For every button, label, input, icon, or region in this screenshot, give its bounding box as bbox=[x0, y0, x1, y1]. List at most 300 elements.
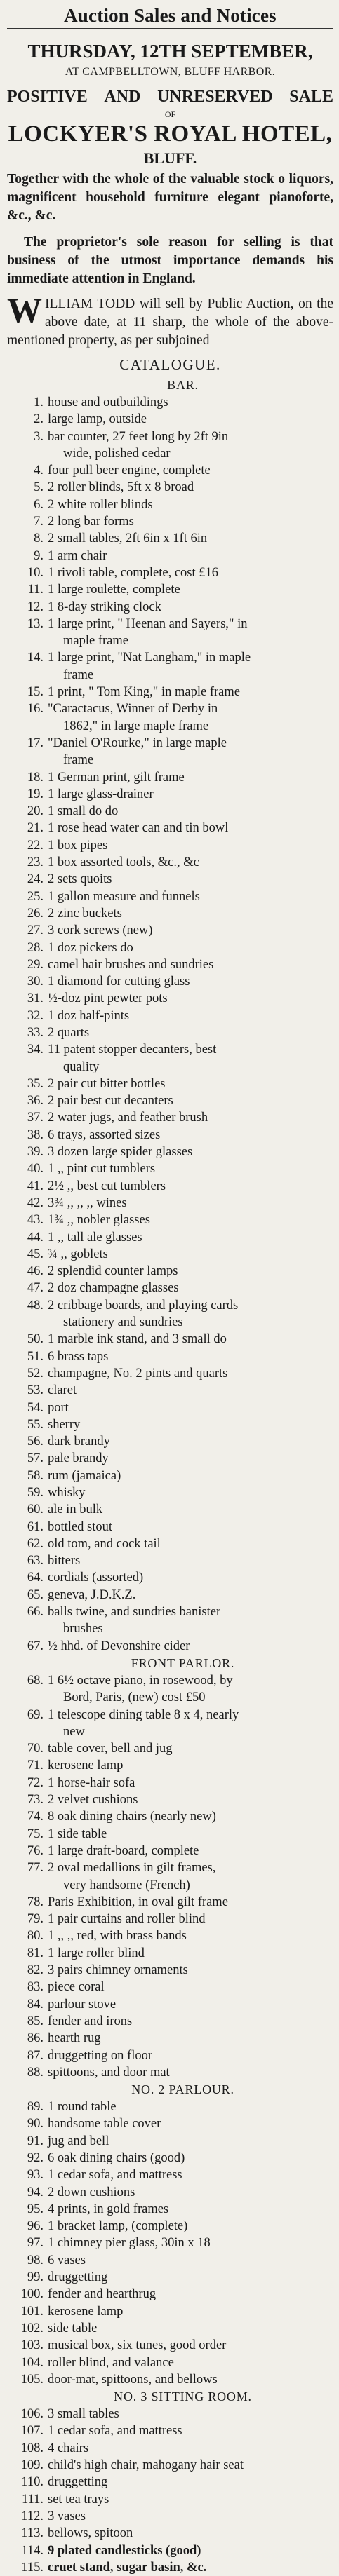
lot-text-continued: frame bbox=[63, 667, 94, 682]
lot-number: 52. bbox=[27, 1366, 44, 1381]
list-item bbox=[7, 820, 333, 836]
list-item bbox=[7, 1826, 333, 1843]
lot-number: 20. bbox=[27, 804, 44, 819]
lot-description bbox=[48, 1945, 333, 1962]
lot-description bbox=[48, 1536, 333, 1552]
lot-number: 36. bbox=[27, 1094, 44, 1109]
lot-description bbox=[48, 769, 333, 786]
lot-number: 9. bbox=[34, 548, 44, 563]
lot-number: 105. bbox=[20, 2372, 44, 2387]
lot-number: 81. bbox=[27, 1946, 44, 1960]
lot-number: 79. bbox=[27, 1912, 44, 1927]
lot-number: 41. bbox=[27, 1179, 44, 1193]
lot-description bbox=[48, 1331, 333, 1348]
lot-description bbox=[48, 1843, 333, 1859]
lot-description bbox=[48, 1109, 333, 1126]
lot-description bbox=[48, 462, 333, 479]
lot-description bbox=[48, 871, 333, 888]
list-item bbox=[7, 2150, 333, 2167]
list-item bbox=[7, 1144, 333, 1160]
lot-number: 99. bbox=[27, 2270, 44, 2285]
lot-description bbox=[48, 2150, 333, 2167]
lot-description bbox=[48, 1195, 333, 1212]
lot-text: bitters bbox=[48, 1554, 81, 1568]
list-item bbox=[7, 1416, 333, 1433]
lot-number: 88. bbox=[27, 2065, 44, 2080]
lot-description bbox=[48, 479, 333, 496]
sale-date: THURSDAY, 12TH SEPTEMBER, bbox=[27, 41, 313, 62]
list-item bbox=[7, 394, 333, 411]
lot-number: 113. bbox=[21, 2526, 44, 2541]
list-item bbox=[7, 956, 333, 973]
lot-number: 51. bbox=[27, 1349, 44, 1364]
lot-description bbox=[48, 837, 333, 854]
lot-description bbox=[48, 2201, 333, 2218]
lot-description bbox=[48, 2047, 333, 2064]
lot-number: 73. bbox=[27, 1793, 44, 1808]
lot-text: 1 pair curtains and roller blind bbox=[48, 1912, 206, 1927]
lot-text: 2 doz champagne glasses bbox=[48, 1281, 179, 1296]
list-item bbox=[7, 2491, 333, 2508]
lot-description bbox=[48, 1757, 333, 1774]
lot-number: 2. bbox=[34, 412, 44, 427]
lot-number: 115. bbox=[21, 2560, 44, 2575]
sale-type-line bbox=[7, 85, 333, 109]
lot-description bbox=[48, 1569, 333, 1586]
lot-text: balls twine, and sundries banister bbox=[48, 1605, 221, 1620]
lot-text: 1 ,, pint cut tumblers bbox=[48, 1162, 156, 1177]
lot-description bbox=[48, 2013, 333, 2030]
list-item bbox=[7, 735, 333, 769]
lot-description bbox=[48, 1178, 333, 1195]
lot-description bbox=[48, 2371, 333, 2388]
lot-text: table cover, bell and jug bbox=[48, 1742, 173, 1756]
sale-type-word: AND bbox=[104, 88, 141, 106]
list-item bbox=[7, 2337, 333, 2354]
list-item bbox=[7, 990, 333, 1007]
lot-number: 13. bbox=[27, 616, 44, 631]
lot-number: 72. bbox=[27, 1775, 44, 1790]
lot-description bbox=[48, 700, 333, 735]
list-item bbox=[7, 871, 333, 888]
lot-number: 56. bbox=[27, 1435, 44, 1449]
lot-text: 6 oak dining chairs (good) bbox=[48, 2150, 185, 2165]
lot-text: 1 chimney pier glass, 30in x 18 bbox=[48, 2236, 211, 2251]
list-item bbox=[7, 2030, 333, 2047]
lot-description bbox=[48, 394, 333, 411]
lot-text: 1 large roulette, complete bbox=[48, 583, 180, 597]
list-item bbox=[7, 2457, 333, 2474]
lot-text: 3 small tables bbox=[48, 2407, 119, 2422]
drop-cap: W bbox=[7, 290, 42, 330]
lot-text: old tom, and cock tail bbox=[48, 1536, 161, 1551]
catalogue-section-heading: BAR. bbox=[167, 378, 199, 392]
lot-description bbox=[48, 411, 333, 428]
lot-description bbox=[48, 990, 333, 1007]
lot-text: side table bbox=[48, 2321, 98, 2336]
lot-number: 23. bbox=[27, 855, 44, 870]
lot-description bbox=[48, 1041, 333, 1076]
lot-description bbox=[48, 1808, 333, 1825]
lot-description bbox=[48, 2252, 333, 2269]
lot-text-continued: quality bbox=[63, 1059, 100, 1074]
lot-description bbox=[48, 2542, 333, 2559]
lot-text: whisky bbox=[48, 1486, 86, 1500]
lot-number: 74. bbox=[27, 1810, 44, 1824]
lot-description bbox=[48, 1484, 333, 1501]
lot-description bbox=[48, 2286, 333, 2303]
list-item bbox=[7, 1365, 333, 1382]
lot-description bbox=[48, 1008, 333, 1024]
lot-text: 2 splendid counter lamps bbox=[48, 1264, 178, 1279]
list-item bbox=[7, 2064, 333, 2081]
list-item bbox=[7, 1638, 333, 1655]
lot-description bbox=[48, 2508, 333, 2525]
lot-text: 6 brass taps bbox=[48, 1349, 109, 1364]
lot-description bbox=[48, 2354, 333, 2371]
lot-description bbox=[48, 2184, 333, 2201]
lot-number: 4. bbox=[34, 463, 44, 478]
lot-description bbox=[48, 1519, 333, 1536]
lot-text: kerosene lamp bbox=[48, 2304, 124, 2319]
list-item bbox=[7, 1467, 333, 1484]
catalogue-list bbox=[7, 377, 333, 2576]
lot-description bbox=[48, 1246, 333, 1263]
list-item bbox=[7, 1229, 333, 1246]
lot-text: roller blind, and valance bbox=[48, 2355, 174, 2370]
lot-description bbox=[48, 2406, 333, 2422]
lot-description bbox=[48, 1399, 333, 1416]
lot-number: 25. bbox=[27, 889, 44, 904]
lot-number: 97. bbox=[27, 2236, 44, 2251]
list-item bbox=[7, 1382, 333, 1399]
catalogue-section-heading: FRONT PARLOR. bbox=[131, 1655, 235, 1670]
lot-description bbox=[48, 1740, 333, 1757]
lot-text: 1 horse-hair sofa bbox=[48, 1775, 135, 1790]
lot-number: 77. bbox=[27, 1861, 44, 1876]
lot-description bbox=[48, 2235, 333, 2251]
list-item bbox=[7, 2013, 333, 2030]
lot-description bbox=[48, 2167, 333, 2183]
sale-type-word: UNRESERVED bbox=[157, 88, 273, 106]
lot-description bbox=[48, 2491, 333, 2508]
lot-number: 112. bbox=[21, 2509, 44, 2523]
lot-text-continued: new bbox=[63, 1724, 85, 1739]
lot-number: 1. bbox=[34, 395, 44, 409]
lot-text-continued: brushes bbox=[63, 1622, 103, 1636]
lot-description bbox=[48, 1996, 333, 2013]
lot-number: 35. bbox=[27, 1076, 44, 1091]
lot-text: "Daniel O'Rourke," in large maple bbox=[48, 735, 227, 750]
list-item bbox=[7, 1672, 333, 1707]
lot-text: 1 6½ octave piano, in rosewood, by bbox=[48, 1673, 233, 1688]
lot-description bbox=[48, 803, 333, 820]
list-item bbox=[7, 1024, 333, 1041]
lot-text: 4 chairs bbox=[48, 2441, 89, 2455]
lot-number: 8. bbox=[34, 531, 44, 546]
catalogue-title: CATALOGUE. bbox=[119, 356, 221, 373]
lot-text-continued: 1862," in large maple frame bbox=[63, 719, 209, 733]
list-item bbox=[7, 973, 333, 990]
lot-number: 10. bbox=[27, 565, 44, 580]
lot-number: 34. bbox=[27, 1043, 44, 1057]
list-item bbox=[7, 1519, 333, 1536]
list-item bbox=[7, 905, 333, 922]
list-item bbox=[7, 803, 333, 820]
hotel-name: LOCKYER'S ROYAL HOTEL, bbox=[8, 121, 333, 147]
sale-type-word: SALE bbox=[289, 88, 333, 106]
lot-text: 1 box pipes bbox=[48, 838, 108, 853]
lot-text: dark brandy bbox=[48, 1435, 110, 1449]
stock-paragraph: Together with the whole of the valuable stock o liquors, magnificent household furniture elegant pianoforte, &c., &c. bbox=[7, 172, 333, 223]
lot-number: 94. bbox=[27, 2185, 44, 2199]
lot-description bbox=[48, 1979, 333, 1995]
list-item bbox=[7, 1707, 333, 1741]
lot-text: 2 zinc buckets bbox=[48, 906, 122, 921]
lot-text: house and outbuildings bbox=[48, 395, 168, 409]
auction-text: ILLIAM TODD will sell by Public Auction, on the above date, at 11 sharp, the whole of the above-mentioned property, as per subjoined bbox=[7, 297, 333, 348]
list-item bbox=[7, 1297, 333, 1331]
lot-description bbox=[48, 1826, 333, 1843]
lot-number: 89. bbox=[27, 2100, 44, 2115]
lot-number: 5. bbox=[34, 480, 44, 495]
lot-description bbox=[48, 1263, 333, 1280]
lot-text: 1 side table bbox=[48, 1826, 107, 1841]
lot-number: 69. bbox=[27, 1707, 44, 1722]
lot-text: 11 patent stopper decanters, best bbox=[48, 1043, 217, 1057]
lot-description bbox=[48, 956, 333, 973]
list-item bbox=[7, 2269, 333, 2286]
lot-text: handsome table cover bbox=[48, 2117, 161, 2131]
list-item bbox=[7, 2235, 333, 2251]
lot-text: large lamp, outside bbox=[48, 412, 147, 427]
lot-text-continued: very handsome (French) bbox=[63, 1878, 190, 1892]
lot-number: 55. bbox=[27, 1417, 44, 1432]
lot-text: 2 pair cut bitter bottles bbox=[48, 1076, 166, 1091]
lot-text: bellows, spitoon bbox=[48, 2526, 133, 2541]
hotel-place: BLUFF. bbox=[143, 149, 197, 167]
list-item bbox=[7, 1399, 333, 1416]
lot-description bbox=[48, 1911, 333, 1927]
list-item bbox=[7, 1331, 333, 1348]
lot-text: 1 large roller blind bbox=[48, 1946, 145, 1960]
lot-number: 82. bbox=[27, 1963, 44, 1978]
list-item bbox=[7, 2115, 333, 2132]
lot-description bbox=[48, 1859, 333, 1894]
lot-number: 60. bbox=[27, 1503, 44, 1517]
lot-number: 85. bbox=[27, 2014, 44, 2028]
lot-text: 1 marble ink stand, and 3 small do bbox=[48, 1332, 227, 1347]
lot-text: 2 cribbage boards, and playing cards bbox=[48, 1298, 239, 1313]
lot-text: ale in bulk bbox=[48, 1503, 103, 1517]
lot-description bbox=[48, 428, 333, 463]
list-item bbox=[7, 513, 333, 530]
lot-text: 1 doz half-pints bbox=[48, 1008, 130, 1023]
lot-text-continued: wide, polished cedar bbox=[63, 446, 171, 461]
list-item bbox=[7, 837, 333, 854]
lot-number: 28. bbox=[27, 940, 44, 955]
lot-number: 30. bbox=[27, 975, 44, 989]
lot-description bbox=[48, 513, 333, 530]
lot-text: "Caractacus, Winner of Derby in bbox=[48, 702, 218, 717]
lot-text: geneva, J.D.K.Z. bbox=[48, 1587, 136, 1602]
lot-number: 18. bbox=[27, 770, 44, 785]
lot-description bbox=[48, 1280, 333, 1296]
list-item bbox=[7, 700, 333, 735]
lot-number: 11. bbox=[27, 583, 44, 597]
lot-number: 70. bbox=[27, 1742, 44, 1756]
lot-number: 91. bbox=[27, 2134, 44, 2148]
lot-text: bar counter, 27 feet long by 2ft 9in bbox=[48, 429, 229, 444]
lot-number: 48. bbox=[27, 1298, 44, 1313]
lot-description bbox=[48, 564, 333, 581]
list-item bbox=[7, 1808, 333, 1825]
lot-description bbox=[48, 973, 333, 990]
reason-paragraph: The proprietor's sole reason for selling is that business of the utmost importance demands his immediate attention in England. bbox=[7, 235, 333, 286]
list-item bbox=[7, 548, 333, 564]
lot-description bbox=[48, 1092, 333, 1109]
lot-text-continued: stationery and sundries bbox=[63, 1315, 183, 1330]
lot-number: 44. bbox=[27, 1230, 44, 1245]
list-item bbox=[7, 2303, 333, 2320]
list-item bbox=[7, 1212, 333, 1228]
lot-description bbox=[48, 735, 333, 769]
lot-text-continued: maple frame bbox=[63, 634, 128, 649]
lot-text: claret bbox=[48, 1383, 77, 1398]
list-item bbox=[7, 1927, 333, 1944]
lot-text: 1 large glass-drainer bbox=[48, 787, 154, 801]
lot-text: spittoons, and door mat bbox=[48, 2065, 170, 2080]
lot-description bbox=[48, 2115, 333, 2132]
sale-type-word: POSITIVE bbox=[7, 88, 88, 106]
list-item bbox=[7, 1859, 333, 1894]
lot-text: druggetting bbox=[48, 2475, 108, 2490]
list-item bbox=[7, 2440, 333, 2457]
lot-text: kerosene lamp bbox=[48, 1758, 124, 1773]
lot-number: 62. bbox=[27, 1536, 44, 1551]
list-item bbox=[7, 2252, 333, 2269]
lot-text: 1¾ ,, nobler glasses bbox=[48, 1213, 150, 1228]
lot-description bbox=[48, 2099, 333, 2115]
of-label: OF bbox=[164, 109, 176, 119]
list-item bbox=[7, 1740, 333, 1757]
list-item bbox=[7, 1092, 333, 1109]
list-item bbox=[7, 1604, 333, 1638]
catalogue-section-heading: NO. 3 SITTING ROOM. bbox=[114, 2389, 252, 2404]
list-item bbox=[7, 786, 333, 803]
lot-number: 33. bbox=[27, 1025, 44, 1040]
lot-text: 1 cedar sofa, and mattress bbox=[48, 2424, 182, 2439]
list-item bbox=[7, 2542, 333, 2559]
lot-number: 64. bbox=[27, 1571, 44, 1585]
lot-text-continued: Bord, Paris, (new) cost £50 bbox=[63, 1690, 206, 1705]
list-item bbox=[7, 1501, 333, 1518]
lot-description bbox=[48, 599, 333, 616]
list-item bbox=[7, 2406, 333, 2422]
lot-number: 71. bbox=[27, 1758, 44, 1773]
lot-description bbox=[48, 1467, 333, 1484]
lot-description bbox=[48, 786, 333, 803]
list-item bbox=[7, 1911, 333, 1927]
lot-text: ½ hhd. of Devonshire cider bbox=[48, 1639, 190, 1653]
lot-description bbox=[48, 496, 333, 513]
lot-description bbox=[48, 1076, 333, 1092]
list-item bbox=[7, 496, 333, 513]
lot-number: 106. bbox=[20, 2407, 44, 2422]
lot-text: hearth rug bbox=[48, 2031, 101, 2046]
lot-text: 2 small tables, 2ft 6in x 1ft 6in bbox=[48, 531, 208, 546]
lot-number: 53. bbox=[27, 1383, 44, 1398]
lot-number: 86. bbox=[27, 2031, 44, 2046]
lot-number: 67. bbox=[27, 1639, 44, 1653]
list-item bbox=[7, 2047, 333, 2064]
lot-text: 1 diamond for cutting glass bbox=[48, 975, 190, 989]
lot-number: 3. bbox=[34, 429, 44, 444]
lot-text: 2 pair best cut decanters bbox=[48, 1094, 173, 1109]
list-item bbox=[7, 1160, 333, 1177]
lot-description bbox=[48, 2303, 333, 2320]
lot-number: 93. bbox=[27, 2168, 44, 2183]
list-item bbox=[7, 1433, 333, 1450]
lot-number: 84. bbox=[27, 1997, 44, 2012]
lot-description bbox=[48, 1552, 333, 1569]
lot-text: 1 ,, tall ale glasses bbox=[48, 1230, 142, 1245]
list-item bbox=[7, 2286, 333, 2303]
lot-text: druggetting bbox=[48, 2270, 108, 2285]
lot-number: 100. bbox=[20, 2287, 44, 2302]
list-item bbox=[7, 616, 333, 650]
lot-description bbox=[48, 1604, 333, 1638]
lot-text: 1 gallon measure and funnels bbox=[48, 889, 200, 904]
lot-text: 6 vases bbox=[48, 2253, 86, 2267]
lot-number: 102. bbox=[20, 2321, 44, 2336]
lot-number: 21. bbox=[27, 821, 44, 836]
lot-description bbox=[48, 2440, 333, 2457]
lot-number: 78. bbox=[27, 1894, 44, 1909]
lot-number: 83. bbox=[27, 1980, 44, 1995]
lot-number: 114. bbox=[21, 2543, 44, 2558]
list-item bbox=[7, 1945, 333, 1962]
lot-text: piece coral bbox=[48, 1980, 105, 1995]
lot-description bbox=[48, 1127, 333, 1144]
lot-text: 1 German print, gilt frame bbox=[48, 770, 185, 785]
list-item bbox=[7, 2201, 333, 2218]
list-item bbox=[7, 564, 333, 581]
list-item bbox=[7, 1280, 333, 1296]
list-item bbox=[7, 2354, 333, 2371]
lot-text: 1 arm chair bbox=[48, 548, 107, 563]
sale-location: AT CAMPBELLTOWN, BLUFF HARBOR. bbox=[65, 66, 276, 78]
lot-text: 2 sets quoits bbox=[48, 872, 112, 887]
lot-number: 107. bbox=[20, 2424, 44, 2439]
lot-text: pale brandy bbox=[48, 1451, 109, 1466]
lot-description bbox=[48, 940, 333, 956]
lot-description bbox=[48, 854, 333, 871]
lot-description bbox=[48, 1707, 333, 1741]
lot-text: 1 rivoli table, complete, cost £16 bbox=[48, 565, 219, 580]
lot-number: 75. bbox=[27, 1826, 44, 1841]
list-item bbox=[7, 1757, 333, 1774]
list-item bbox=[7, 2218, 333, 2235]
lot-number: 59. bbox=[27, 1486, 44, 1500]
list-item bbox=[7, 2508, 333, 2525]
lot-description bbox=[48, 2133, 333, 2150]
lot-description bbox=[48, 2457, 333, 2474]
lot-number: 54. bbox=[27, 1400, 44, 1415]
lot-text: 4 prints, in gold frames bbox=[48, 2202, 169, 2216]
lot-text: 1 print, " Tom King," in maple frame bbox=[48, 685, 240, 700]
lot-text: 1 doz pickers do bbox=[48, 940, 133, 955]
